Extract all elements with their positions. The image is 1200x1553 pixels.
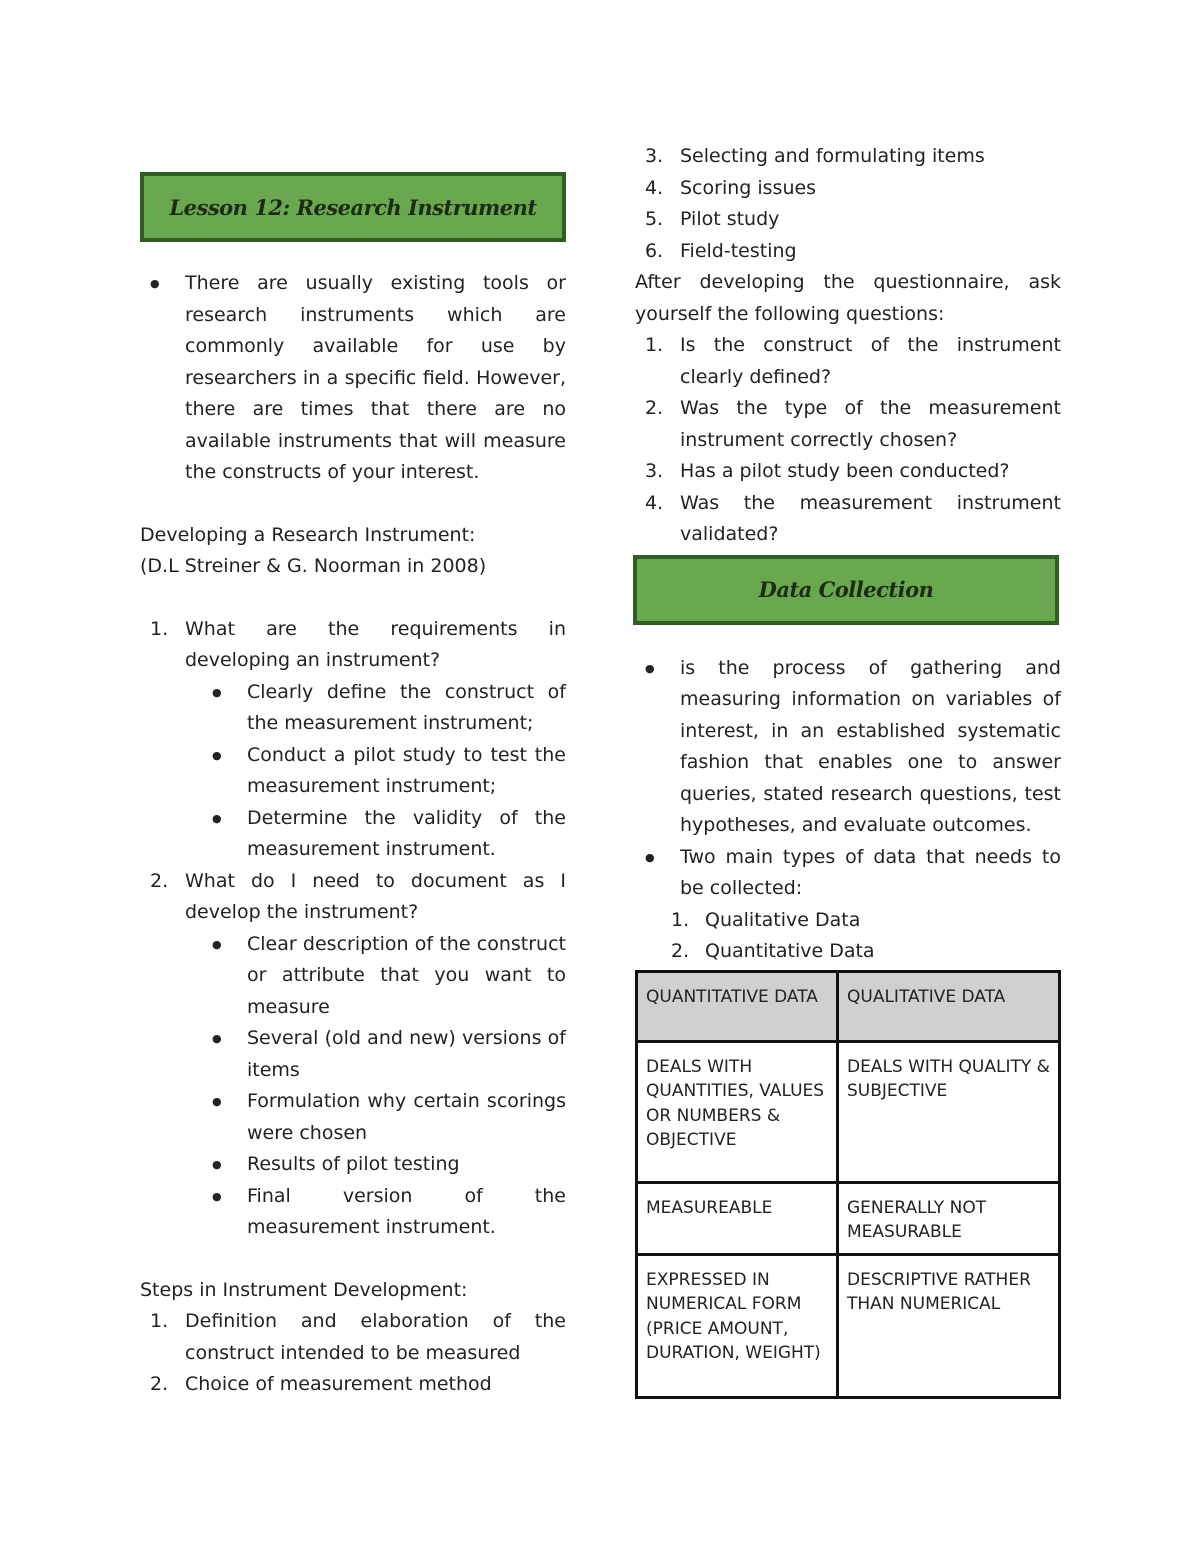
question-text: What are the requirements in developing an instrument? (185, 617, 566, 671)
left-column (140, 172, 566, 1401)
document-item: ● Several (old and new) versions of items (140, 1023, 566, 1086)
data-collection-banner (633, 555, 1059, 625)
question-item (140, 614, 566, 677)
step-text: Pilot study (680, 208, 780, 230)
requirements-list (140, 614, 566, 1244)
data-type-item (635, 936, 1061, 968)
developing-source: (D.L Streiner & G. Noorman in 2008) (140, 555, 487, 577)
steps-list-part1 (140, 1306, 566, 1401)
checklist-number: 1. (645, 334, 664, 356)
table-row (637, 1254, 1060, 1397)
step-number: 5. (645, 208, 664, 230)
checklist-text: Has a pilot study been conducted? (680, 460, 1010, 482)
table-cell: DEALS WITH QUALITY & SUBJECTIVE (838, 1041, 1060, 1182)
document-item: ● Final version of the measurement instrument. (140, 1181, 566, 1244)
steps-list-part2 (635, 141, 1061, 267)
table-header-cell: QUANTITATIVE DATA (637, 971, 838, 1041)
step-number: 2. (150, 1373, 169, 1395)
checklist-item (635, 330, 1061, 393)
data-collection-title: Data Collection (758, 577, 934, 602)
document-item: ● Formulation why certain scorings were chosen (140, 1086, 566, 1149)
step-item (635, 204, 1061, 236)
question-number: 1. (150, 617, 169, 640)
checklist-item (635, 488, 1061, 551)
checklist-text: Was the measurement instrument validated? (680, 491, 1061, 545)
requirement-item: ● Determine the validity of the measurement instrument. (140, 803, 566, 866)
requirement-item: ● Conduct a pilot study to test the measurement instrument; (140, 740, 566, 803)
step-text: Selecting and formulating items (680, 145, 985, 167)
requirement-item: ● Clearly define the construct of the measurement instrument; (140, 677, 566, 740)
step-number: 1. (150, 1310, 169, 1332)
question-item (140, 866, 566, 929)
checklist-number: 4. (645, 491, 664, 514)
step-item (140, 1306, 566, 1369)
checklist-item (635, 456, 1061, 488)
document-item: ● Clear description of the construct or attribute that you want to measure (140, 929, 566, 1024)
step-number: 3. (645, 145, 664, 167)
step-number: 6. (645, 239, 664, 262)
data-type-number: 2. (671, 940, 690, 962)
table-cell: EXPRESSED IN NUMERICAL FORM (PRICE AMOUNT, DURATION, WEIGHT) (637, 1254, 838, 1397)
definition-bullet: ● is the process of gathering and measuring information on variables of interest, in an established systematic fashion that enables one to answer queries, stated research questions, test hypotheses, and evaluate outcomes. (635, 653, 1061, 842)
data-collection-list (635, 653, 1061, 905)
step-item (140, 1369, 566, 1401)
question-number: 2. (150, 869, 169, 892)
types-intro-bullet: ● Two main types of data that needs to be collected: (635, 842, 1061, 905)
step-item (635, 236, 1061, 268)
data-type-text: Qualitative Data (705, 908, 861, 931)
checklist-text: Was the type of the measurement instrument correctly chosen? (680, 397, 1061, 451)
step-item (635, 173, 1061, 205)
data-type-item (635, 905, 1061, 937)
data-type-number: 1. (671, 908, 690, 931)
intro-list (140, 268, 566, 489)
data-type-text: Quantitative Data (705, 940, 875, 962)
lesson-title: Lesson 12: Research Instrument (169, 194, 537, 220)
checklist-item (635, 393, 1061, 456)
table-row (637, 1041, 1060, 1182)
checklist-number: 3. (645, 460, 664, 482)
step-item (635, 141, 1061, 173)
checklist-number: 2. (645, 397, 664, 419)
table-cell: GENERALLY NOT MEASURABLE (838, 1182, 1060, 1254)
table-header-cell: QUALITATIVE DATA (838, 971, 1060, 1041)
right-column (635, 141, 1061, 1399)
table-cell: DESCRIPTIVE RATHER THAN NUMERICAL (838, 1254, 1060, 1397)
table-cell: DEALS WITH QUANTITIES, VALUES OR NUMBERS & OBJECTIVE (637, 1041, 838, 1182)
question-text: What do I need to document as I develop the instrument? (185, 869, 566, 923)
document-item: ● Results of pilot testing (140, 1149, 566, 1181)
step-text: Scoring issues (680, 176, 817, 199)
comparison-table (635, 970, 1061, 1399)
checklist (635, 330, 1061, 551)
step-text: Definition and elaboration of the construct intended to be measured (185, 1310, 566, 1364)
lesson-title-banner (140, 172, 566, 242)
table-row (637, 1182, 1060, 1254)
table-header-row (637, 971, 1060, 1041)
step-text: Choice of measurement method (185, 1373, 492, 1395)
after-developing-text: After developing the questionnaire, ask yourself the following questions: (635, 271, 1061, 325)
steps-heading: Steps in Instrument Development: (140, 1278, 468, 1301)
developing-heading: Developing a Research Instrument: (140, 523, 476, 546)
intro-bullet: ● There are usually existing tools or research instruments which are commonly available for use by researchers in a specific field. However, there are times that there are no available instruments that will measure the constructs of your interest. (140, 268, 566, 489)
data-types-list (635, 905, 1061, 968)
checklist-text: Is the construct of the instrument clearly defined? (680, 334, 1061, 388)
table-cell: MEASUREABLE (637, 1182, 838, 1254)
step-number: 4. (645, 176, 664, 199)
step-text: Field-testing (680, 239, 797, 262)
